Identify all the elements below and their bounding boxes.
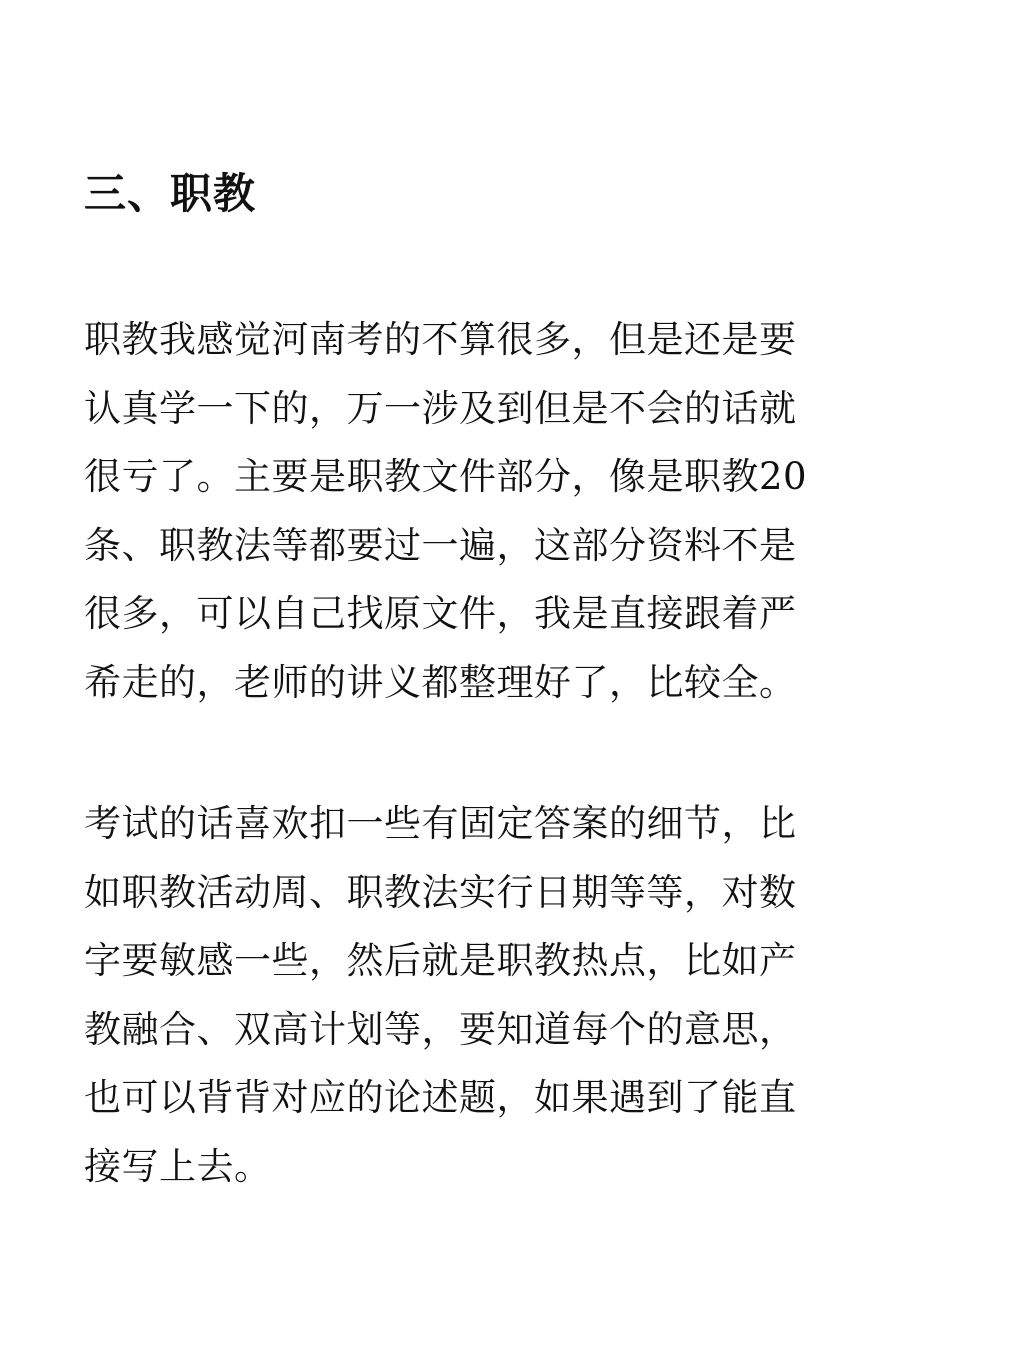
paragraph-line: 教融合、双高计划等，要知道每个的意思，: [84, 1007, 797, 1051]
section-heading: 三、职教: [84, 169, 257, 218]
paragraph-1: [84, 306, 807, 717]
paragraph-line: 接写上去。: [84, 1144, 272, 1188]
paragraph-line: 字要敏感一些，然后就是职教热点，比如产: [84, 939, 797, 982]
paragraph-line: 职教我感觉河南考的不算很多，但是还是要: [84, 318, 797, 361]
paragraph-line: 也可以背背对应的论述题，如果遇到了能直: [84, 1076, 797, 1119]
paragraph-line: 考试的话喜欢扣一些有固定答案的细节，比: [84, 802, 797, 845]
paragraph-line: 希走的，老师的讲义都整理好了，比较全。: [84, 660, 797, 704]
paragraph-line: 认真学一下的，万一涉及到但是不会的话就: [84, 386, 797, 430]
paragraph-line: 如职教活动周、职教法实行日期等等，对数: [84, 870, 797, 914]
paragraph-line: 条、职教法等都要过一遍，这部分资料不是: [84, 523, 797, 567]
paragraph-2: [84, 790, 797, 1201]
paragraph-line: 很亏了。主要是职教文件部分，像是职教20: [84, 455, 808, 498]
paragraph-line: 很多，可以自己找原文件，我是直接跟着严: [84, 592, 797, 635]
